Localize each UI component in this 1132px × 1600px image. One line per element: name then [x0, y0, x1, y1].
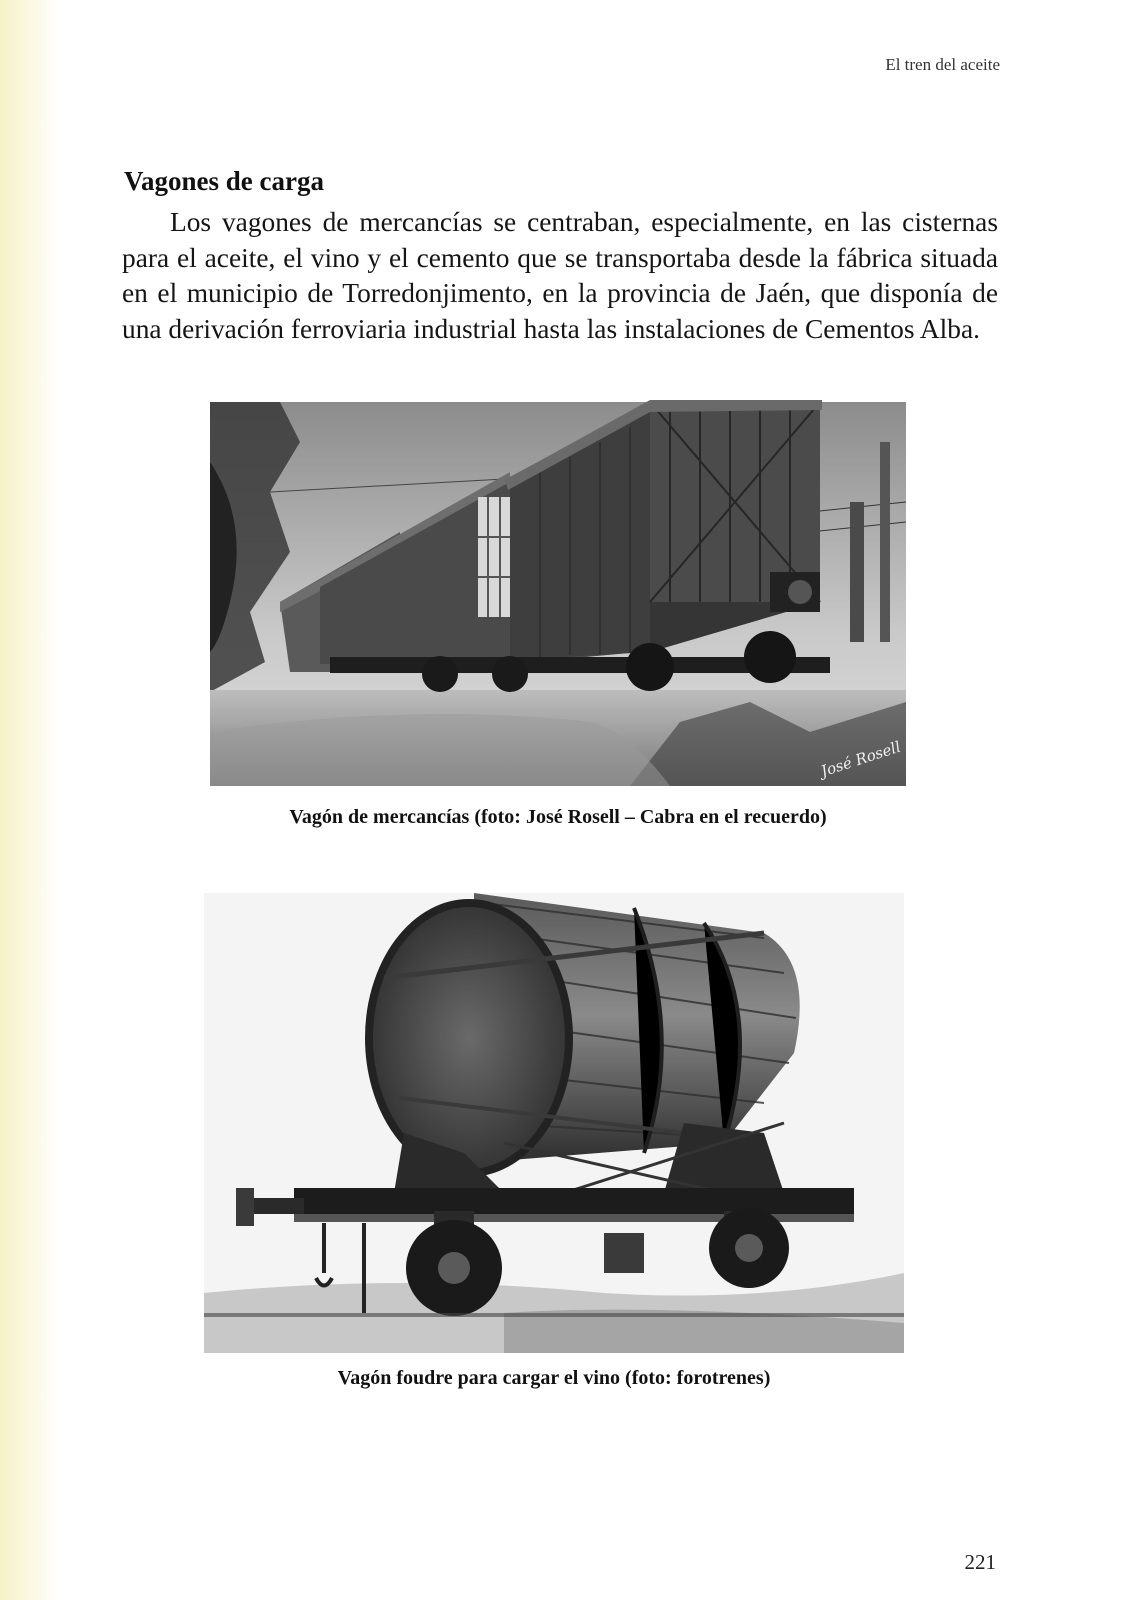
foudre-wagon-photo	[204, 893, 904, 1353]
running-header: El tren del aceite	[885, 55, 1000, 74]
figure-caption-boxcar: Vagón de mercancías (foto: José Rosell – Cabra en el recuerdo)	[289, 806, 827, 828]
page-edge-shading	[0, 0, 58, 1600]
boxcar-illustration	[210, 402, 906, 786]
body-paragraph: Los vagones de mercancías se centraban, especialmente, en las cisternas para el aceite, el vino y el cemento que se transportaba desde la fábrica situada en el municipio de Torredonjimento, en la provincia de Jaén, que disponía de una derivación ferroviaria industrial hasta las instalaciones de Cementos Alba.	[122, 207, 998, 344]
svg-text:José Rosell: José Rosell	[818, 737, 903, 781]
foudre-wagon-illustration	[204, 893, 904, 1353]
figure-caption-foudre: Vagón foudre para cargar el vino (foto: forotrenes)	[337, 1367, 771, 1389]
page-number: 221	[964, 1550, 996, 1574]
photographer-signature	[814, 736, 903, 781]
section-title: Vagones de carga	[124, 166, 324, 196]
boxcar-photo	[210, 402, 906, 786]
